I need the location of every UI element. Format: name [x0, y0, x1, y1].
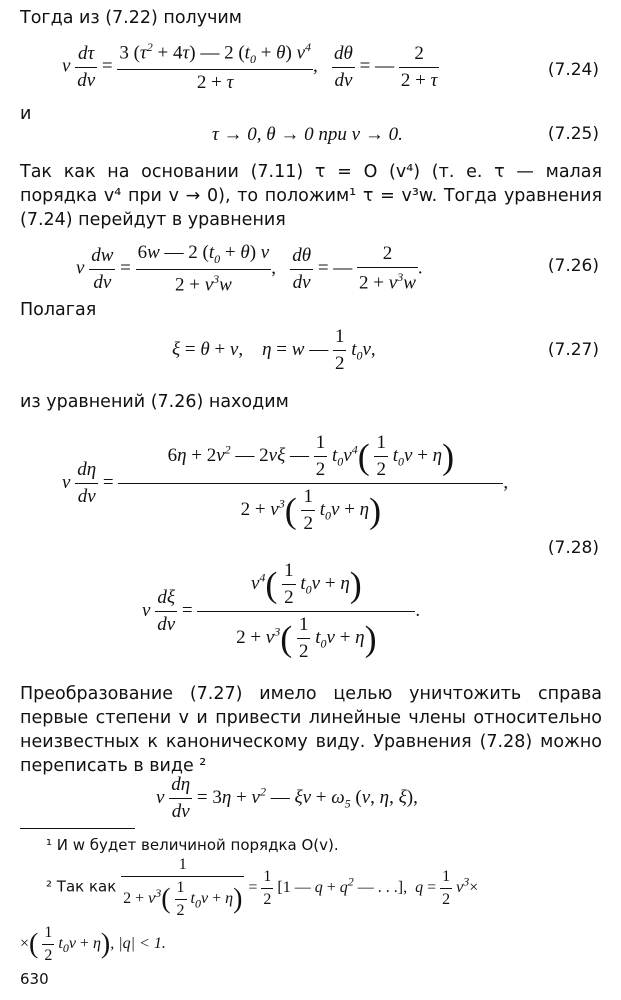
equation-number-7-25: (7.25): [547, 124, 599, 144]
equation-7-28-xi: v $\frac{d\xi}{dv}$ = $v^4$( $\frac{1}{2}$ $t_0v + \eta$) $2 + v^3$( $\frac{1}{2}$ $t_0v + \eta$) .: [142, 560, 421, 662]
equation-number-7-28: (7.28): [547, 538, 599, 558]
equation-number-7-24: (7.24): [547, 60, 599, 80]
footnote-2-lead: ² Так как: [46, 877, 117, 896]
equation-7-24: v $\frac{d\tau}{dv}$ = $\frac{3 (\tau^2 + 4\tau) — 2 (t_0 + \theta) v^4}{2 + \tau}$ , $\frac{d\theta}{dv}$ = — $\frac{2}{2 + \tau}$: [62, 40, 438, 94]
footnote-2-line-2: [20, 924, 166, 965]
equation-number-7-26: (7.26): [547, 256, 599, 276]
page-number: 630: [20, 970, 49, 988]
equation-number-7-27: (7.27): [547, 340, 599, 360]
paragraph-then: Тогда из (7.22) получим: [20, 8, 243, 28]
footnote-2-tail: |q| < 1.: [118, 935, 166, 953]
word-and: и: [20, 104, 32, 124]
footnote-2-formula: 1 $2 + v^3$( $\frac{1}{2}$ $t_0v + \eta$) = $\frac{1}{2}$ [1 — $q + q^2$ — . . .], q = $\frac{1}{2}$ $v^3\times$: [123, 856, 479, 919]
equation-rewritten: v $\frac{d\eta}{dv}$ = $3\eta + v^2$ — $\xi v + \omega_5$ (v, η, ξ),: [156, 774, 418, 822]
equation-7-25: τ → 0, θ → 0 при v → 0.: [212, 124, 403, 145]
paragraph-since: Так как на основании (7.11) τ = O (v⁴) (т. е. τ — малая порядка v⁴ при v → 0), то положим¹ τ = v³w. Тогда уравнения (7.24) перейдут в уравнения: [20, 162, 602, 230]
equation-7-26: v $\frac{dw}{dv}$ = $\frac{6w — 2 (t_0 + \theta) v}{2 + v^3w}$ , $\frac{d\theta}{dv}$ = — $\frac{2}{2 + v^3w}$ .: [76, 242, 423, 296]
footnote-2-line-1: [46, 856, 478, 920]
equation-7-28-eta: v $\frac{d\eta}{dv}$ = $6\eta + 2v^2$ — 2vξ — $\frac{1}{2}$ $t_0v^4$( $\frac{1}{2}$ $t_0v + \eta$) $2 + v^3$( $\frac{1}{2}$ $t_0v + \eta$) ,: [62, 432, 509, 534]
paragraph-transform: Преобразование (7.27) имело целью уничтожить справа первые степени v и привести линейные члены относительно неизвестных к каноническому виду. Уравнения (7.28) можно переписать в виде ²: [20, 684, 602, 776]
footnote-1: ¹ И w будет величиной порядка O(v).: [46, 836, 339, 854]
footnote-rule: [20, 828, 135, 829]
footnote-2-formula-cont: ×( $\frac{1}{2}$ $t_0v + \eta$),: [20, 924, 115, 964]
paragraph-setting: Полагая: [20, 300, 97, 320]
paragraph-from: из уравнений (7.26) находим: [20, 392, 289, 412]
equation-7-27: ξ = θ + v, η = w — $\frac{1}{2}$ $t_0v$,: [172, 326, 376, 374]
